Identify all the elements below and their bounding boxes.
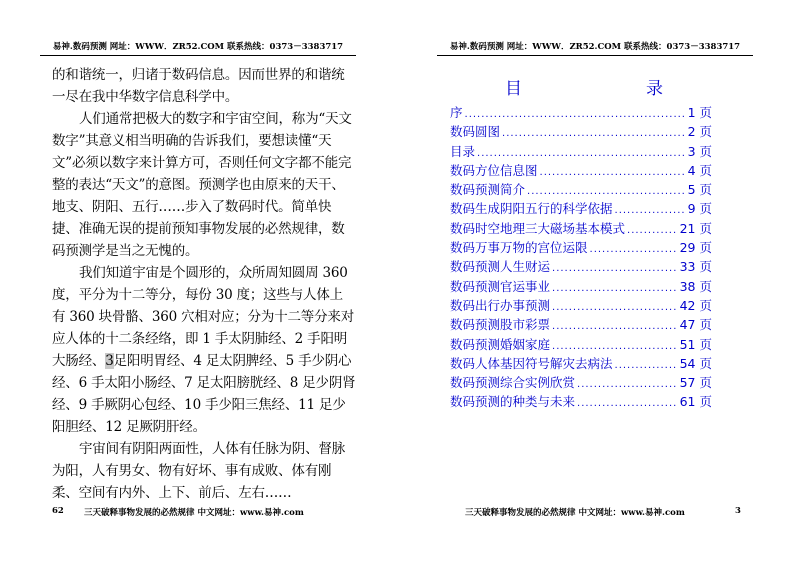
toc-dot-leader [552,302,678,313]
toc-dot-leader [552,283,678,294]
paragraph-3-start: 我们知道宇宙是个圆形的，众所周知圆周 360 度，平分为十二等分，每份 30 度；这些与人体上有 360 块骨骼、360 穴相对应；分为十二等分来对应人体的十二条经络，即 1 手太阴肺经、2 手阳明大肠经、 [52,265,355,369]
toc-entry-page: 47 页 [679,317,712,333]
toc-entry[interactable] [450,257,712,276]
toc-dot-leader [577,379,678,390]
toc-entry-page: 42 页 [679,297,712,313]
toc-title-char: 目 [505,79,524,99]
toc-entry-page: 1 页 [687,105,712,120]
toc-entry-page: 29 页 [679,240,712,256]
toc-entry[interactable] [450,277,712,296]
toc-entry-page: 2 页 [687,124,712,140]
toc-dot-leader [552,321,678,332]
toc-dot-leader [465,109,686,120]
toc-entry-title: 数码圆图 [450,124,501,140]
toc-dot-leader [552,263,678,274]
toc-entry-title: 数码预测综合实例欣赏 [450,375,576,391]
toc-entry-page: 21 页 [679,220,712,236]
left-page [0,0,396,561]
toc-entry-title: 数码预测股市彩票 [450,317,551,333]
paragraph-4: 宇宙间有阴阳两面性，人体有任脉为阴、督脉为阳，人有男女、物有好坏、事有成败、体有刚柔、空间有内外、上下、前后、左右…… [52,441,345,501]
page-number: 3 [735,506,741,516]
toc-dot-leader [590,244,678,255]
toc-entry-title: 序 [450,105,463,120]
toc-entry-title: 数码生成阴阳五行的科学依据 [450,201,613,217]
toc-entry[interactable] [450,142,712,161]
toc-entry-page: 38 页 [679,278,712,294]
toc-dot-leader [577,398,678,409]
toc-entry-title: 数码方位信息图 [450,162,538,178]
toc-entry-page: 51 页 [679,336,712,352]
page-header: 易神.数码预测 网址：WWW．ZR52.COM 联系热线：0373－3383717 [437,40,753,56]
toc-dot-leader [477,148,686,159]
paragraph-3-end: 足阳明胃经、4 足太阴脾经、5 手少阴心经、6 手太阳小肠经、7 足太阳膀胱经、8 足少阴肾经、9 手厥阴心包经、10 手少阳三焦经、11 足少阳胆经、12 足厥阴肝经。 [52,353,356,435]
toc-dot-leader [552,341,678,352]
toc-entry-page: 4 页 [687,162,712,178]
page-header: 易神.数码预测 网址：WWW．ZR52.COM 联系热线：0373－3383717 [40,40,356,56]
text-cursor-highlight[interactable]: 3 [105,353,114,369]
toc-dot-leader [615,205,686,216]
toc-dot-leader [527,186,686,197]
toc-entry[interactable] [450,180,712,199]
toc-entry-page: 3 页 [687,143,712,159]
paragraph-3 [52,262,356,438]
toc-dot-leader [615,360,678,371]
page-footer: 三天破释事物发展的必然规律 中文网址：www.易神.com [465,508,685,518]
toc-entry-title: 数码预测的种类与未来 [450,394,576,410]
toc-entry[interactable] [450,335,712,354]
toc-dot-leader [502,128,686,139]
toc-entry[interactable] [450,315,712,334]
toc-entry[interactable] [450,161,712,180]
toc-entry-title: 数码时空地理三大磁场基本模式 [450,220,626,236]
toc-entry[interactable] [450,296,712,315]
paragraph-2: 人们通常把极大的数字和宇宙空间，称为“天文数字”其意义相当明确的告诉我们，要想读懂“天文”必须以数字来计算方可，否则任何文字都不能完整的表达“天文”的意图。预测学也由原来的天干、地支、阴阳、五行……步入了数码时代。简单快捷、准确无误的提前预知事物发展的必然规律，数码预测学是当之无愧的。 [52,111,352,259]
body-text [52,64,356,504]
toc-entry-page: 33 页 [679,259,712,275]
toc-entry-page: 54 页 [679,355,712,371]
toc-entry-title: 数码预测婚姻家庭 [450,336,551,352]
toc-dot-leader [540,167,686,178]
toc-entry-title: 数码预测简介 [450,182,526,198]
toc-entry-title: 数码万事万物的宫位运限 [450,240,588,256]
toc-entry-title: 数码预测人生财运 [450,259,551,275]
toc-entry[interactable] [450,392,712,411]
toc-entry-title: 数码人体基因符号解灾去病法 [450,355,613,371]
toc-entry-page: 61 页 [679,394,712,410]
toc-dot-leader [627,225,678,236]
toc-entry[interactable] [450,199,712,218]
toc-title-char: 录 [646,79,665,99]
toc-entry[interactable] [450,122,712,141]
toc-entry[interactable] [450,354,712,373]
page-number: 62 [52,506,64,516]
toc-entry-page: 5 页 [687,182,712,198]
toc-entry[interactable] [450,373,712,392]
toc-entry[interactable] [450,103,712,122]
toc-entry[interactable] [450,219,712,238]
toc-entry-page: 57 页 [679,375,712,391]
table-of-contents [450,103,712,412]
toc-entry[interactable] [450,238,712,257]
toc-entry-title: 目录 [450,143,476,159]
toc-entry-title: 数码预测官运事业 [450,278,551,294]
toc-title [505,74,665,99]
toc-entry-page: 9 页 [687,201,712,217]
toc-entry-title: 数码出行办事预测 [450,297,551,313]
page-footer: 三天破释事物发展的必然规律 中文网址：www.易神.com [84,508,304,518]
paragraph-1: 的和谐统一，归诸于数码信息。因而世界的和谐统一尽在我中华数字信息科学中。 [52,67,345,105]
right-page [397,0,793,561]
